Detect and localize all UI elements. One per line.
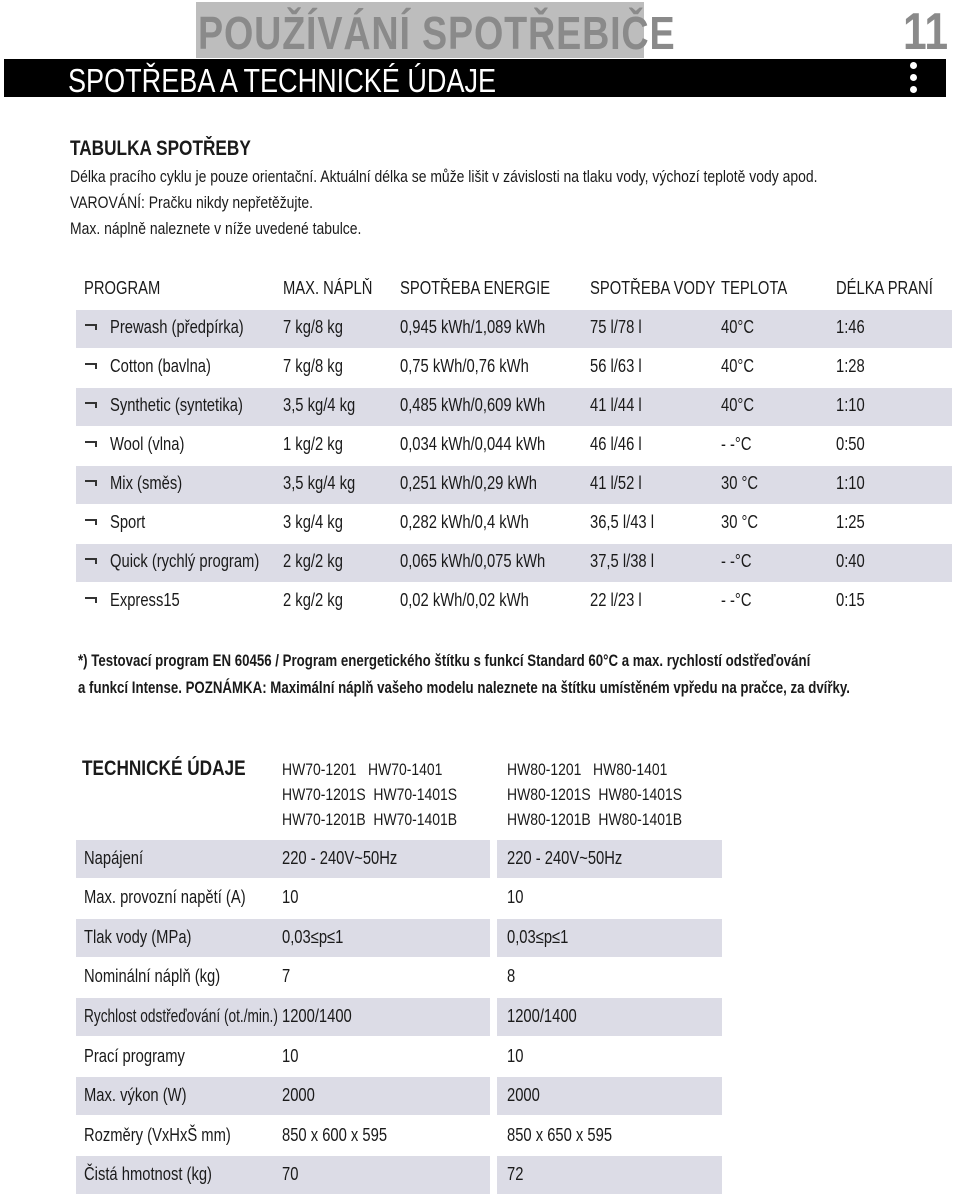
spec-label: Prací programy xyxy=(84,1046,185,1066)
intro-line: Délka pracího cyklu je pouze orientační. Aktuální délka se může lišit v závislosti na tlaku vody, výchozí teplotě vody apod. xyxy=(70,167,818,186)
intro-line: Max. náplně naleznete v níže uvedené tabulce. xyxy=(70,219,362,238)
spec-value-a: 7 xyxy=(282,966,291,986)
spec-value-b: 72 xyxy=(507,1164,524,1184)
table-row: Synthetic (syntetika) 3,5 kg/4 kg 0,485 kWh/0,609 kWh 41 l/44 l 40°C 1:10 xyxy=(76,388,952,426)
table-row: Mix (směs) 3,5 kg/4 kg 0,251 kWh/0,29 kWh 41 l/52 l 30 °C 1:10 xyxy=(76,466,952,504)
spec-label: Čistá hmotnost (kg) xyxy=(84,1164,212,1184)
spec-label: Max. výkon (W) xyxy=(84,1085,187,1105)
model-list-a: HW70-1201B HW70-1401B xyxy=(282,810,458,829)
spec-label: Nominální náplň (kg) xyxy=(84,966,221,986)
dots-decoration xyxy=(910,62,917,98)
spec-value-b: 1200/1400 xyxy=(507,1006,577,1026)
spec-label: Napájení xyxy=(84,848,144,868)
bullet-icon xyxy=(85,320,99,332)
bullet-icon xyxy=(85,554,99,566)
technical-title: TECHNICKÉ ÚDAJE xyxy=(82,757,246,780)
spec-value-a: 1200/1400 xyxy=(282,1006,352,1026)
model-list-b: HW80-1201B HW80-1401B xyxy=(507,810,683,829)
spec-value-a: 10 xyxy=(282,1046,299,1066)
spec-label: Max. provozní napětí (A) xyxy=(84,887,246,907)
page-title: SPOTŘEBA A TECHNICKÉ ÚDAJE xyxy=(68,62,497,99)
table-row: Express15 2 kg/2 kg 0,02 kWh/0,02 kWh 22 l/23 l - -°C 0:15 xyxy=(76,583,952,621)
spec-value-b: 220 - 240V~50Hz xyxy=(507,848,623,868)
spec-value-a: 220 - 240V~50Hz xyxy=(282,848,398,868)
spec-value-b: 2000 xyxy=(507,1085,540,1105)
intro-line: VAROVÁNÍ: Pračku nikdy nepřetěžujte. xyxy=(70,193,314,212)
spec-label: Tlak vody (MPa) xyxy=(84,927,192,947)
spec-value-a: 2000 xyxy=(282,1085,315,1105)
column-header-duration: DÉLKA PRANÍ xyxy=(836,278,933,298)
bullet-icon xyxy=(85,515,99,527)
column-header-energy: SPOTŘEBA ENERGIE xyxy=(400,278,551,298)
spec-row-band xyxy=(497,1156,722,1194)
bullet-icon xyxy=(85,398,99,410)
table-row: Prewash (předpírka) 7 kg/8 kg 0,945 kWh/1,089 kWh 75 l/78 l 40°C 1:46 xyxy=(76,310,952,348)
bullet-icon xyxy=(85,359,99,371)
bullet-icon xyxy=(85,593,99,605)
spec-label: Rozměry (VxHxŠ mm) xyxy=(84,1125,231,1145)
column-header-water: SPOTŘEBA VODY xyxy=(590,278,716,298)
model-list-a: HW70-1201S HW70-1401S xyxy=(282,785,458,804)
spec-value-b: 0,03≤p≤1 xyxy=(507,927,569,947)
spec-value-b: 10 xyxy=(507,1046,524,1066)
spec-value-a: 70 xyxy=(282,1164,299,1184)
model-list-b: HW80-1201 HW80-1401 xyxy=(507,760,668,779)
spec-label: Rychlost odstřeďování (ot./min.) xyxy=(84,1006,278,1026)
footnote-line: a funkcí Intense. POZNÁMKA: Maximální náplň vašeho modelu naleznete na štítku umístěném vpředu na pračce, za dvířky. xyxy=(78,678,850,697)
spec-value-a: 0,03≤p≤1 xyxy=(282,927,344,947)
model-list-b: HW80-1201S HW80-1401S xyxy=(507,785,683,804)
spec-value-b: 8 xyxy=(507,966,516,986)
page-number: 11 xyxy=(903,3,949,61)
table-row: Cotton (bavlna) 7 kg/8 kg 0,75 kWh/0,76 kWh 56 l/63 l 40°C 1:28 xyxy=(76,349,952,387)
column-header-program: PROGRAM xyxy=(84,278,161,298)
section-title: POUŽÍVÁNÍ SPOTŘEBIČE xyxy=(198,7,676,59)
bullet-icon xyxy=(85,476,99,488)
column-header-load: MAX. NÁPLŇ xyxy=(283,278,373,298)
table-row: Sport 3 kg/4 kg 0,282 kWh/0,4 kWh 36,5 l/43 l 30 °C 1:25 xyxy=(76,505,952,543)
bullet-icon xyxy=(85,437,99,449)
spec-value-a: 10 xyxy=(282,887,299,907)
spec-value-b: 850 x 650 x 595 xyxy=(507,1125,613,1145)
spec-value-a: 850 x 600 x 595 xyxy=(282,1125,388,1145)
spec-value-b: 10 xyxy=(507,887,524,907)
consumption-title: TABULKA SPOTŘEBY xyxy=(70,137,251,160)
column-header-temperature: TEPLOTA xyxy=(721,278,788,298)
table-row: Wool (vlna) 1 kg/2 kg 0,034 kWh/0,044 kWh 46 l/46 l - -°C 0:50 xyxy=(76,427,952,465)
footnote-line: *) Testovací program EN 60456 / Program energetického štítku s funkcí Standard 60°C a max. rychlostí odstřeďování xyxy=(78,651,811,670)
model-list-a: HW70-1201 HW70-1401 xyxy=(282,760,443,779)
table-row: Quick (rychlý program) 2 kg/2 kg 0,065 kWh/0,075 kWh 37,5 l/38 l - -°C 0:40 xyxy=(76,544,952,582)
